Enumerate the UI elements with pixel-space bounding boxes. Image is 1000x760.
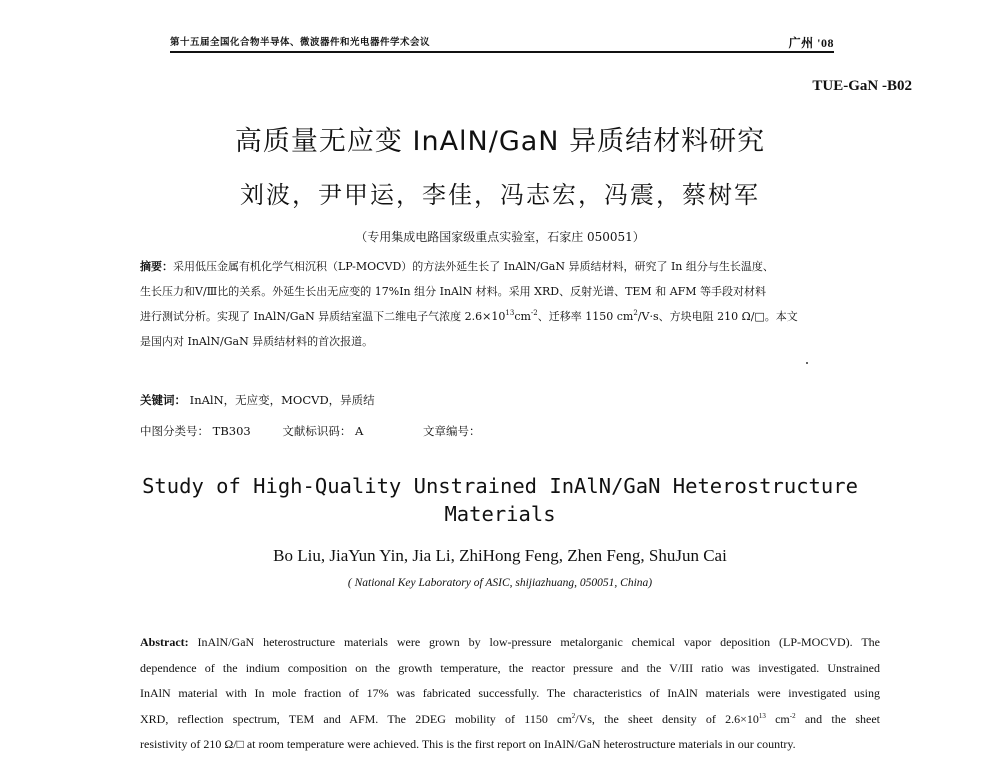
english-abstract — [140, 630, 880, 758]
english-abstract-label: Abstract: — [140, 635, 189, 649]
english-abstract-line-4: XRD, reflection spectrum, TEM and AFM. The 2DEG mobility of 1150 $cm^2/Vs$, the sheet density of $2.6\times 10^{13}$ $cm^{-2}$ and the sheet — [140, 711, 880, 726]
english-title-line-2: Materials — [444, 502, 556, 526]
english-affiliation: ( National Key Laboratory of ASIC, shijiazhuang, 050051, China) — [347, 577, 653, 589]
english-authors: Bo Liu, JiaYun Yin, Jia Li, ZhiHong Feng, Zhen Feng, ShuJun Cai — [273, 546, 727, 565]
keywords-value: InAlN，无应变，MOCVD，异质结 — [189, 393, 375, 407]
article-no-label: 文章编号： — [423, 424, 481, 438]
chinese-keywords — [140, 392, 375, 408]
doc-code-label: 文献标识码： — [282, 424, 352, 438]
english-abstract-line-2: dependence of the indium composition on the growth temperature, the reactor pressure and the V/III ratio was investigated. Unstrained — [140, 660, 880, 675]
class-label: 中图分类号： — [140, 424, 209, 438]
chinese-abstract-line-4: 是国内对 InAlN/GaN 异质结材料的首次报道。 — [140, 335, 374, 348]
chinese-title: 高质量无应变 InAlN/GaN 异质结材料研究 — [234, 126, 766, 157]
classification-line — [140, 423, 481, 439]
session-code: TUE-GaN -B02 — [812, 78, 912, 94]
chinese-abstract-line-1: 摘要：采用低压金属有机化学气相沉积（LP-MOCVD）的方法外延生长了 InAlN/GaN 异质结材料，研究了 In 组分与生长温度、 — [140, 260, 774, 273]
chinese-abstract-label: 摘要： — [140, 260, 173, 273]
chinese-authors: 刘波，尹甲运，李佳，冯志宏，冯震，蔡树军 — [240, 181, 760, 209]
chinese-affiliation: （专用集成电路国家级重点实验室，石家庄 050051） — [355, 230, 645, 244]
conference-name: 第十五届全国化合物半导体、微波器件和光电器件学术会议 — [170, 37, 431, 48]
chinese-abstract — [140, 254, 870, 354]
keywords-label: 关键词： — [140, 393, 186, 407]
english-title-line-1: Study of High-Quality Unstrained InAlN/GaN Heterostructure — [142, 474, 858, 498]
doc-code-value: A — [355, 424, 364, 438]
class-value: TB303 — [212, 424, 251, 438]
english-abstract-line-1: Abstract: InAlN/GaN heterostructure materials were grown by low-pressure metalorganic chemical vapor deposition (LP-MOCVD). The — [140, 635, 880, 649]
conference-location-year: 广州 '08 — [788, 36, 834, 50]
english-title — [0, 472, 1000, 528]
chinese-abstract-line-2: 生长压力和Ⅴ/Ⅲ比的关系。外延生长出无应变的 17%In 组分 InAlN 材料。采用 XRD、反射光谱、TEM 和 AFM 等手段对材料 — [140, 285, 767, 298]
english-abstract-line-3: InAlN material with In mole fraction of 17% was fabricated successfully. The characteristics of InAlN materials were investigated using — [140, 686, 880, 700]
english-abstract-line-5: resistivity of 210 Ω/□ at room temperature were achieved. This is the first report on InAlN/GaN heterostructure materials in our country. — [140, 737, 796, 751]
header-rule — [170, 51, 834, 53]
chinese-abstract-line-3: 进行测试分析。实现了 InAlN/GaN 异质结室温下二维电子气浓度 $2.6\times 10^{13}cm^{-2}$、迁移率 1150 $cm^2/V\cdot s$、方块电阻 210 Ω/□。本文 — [140, 309, 798, 323]
stray-dot — [806, 362, 808, 364]
